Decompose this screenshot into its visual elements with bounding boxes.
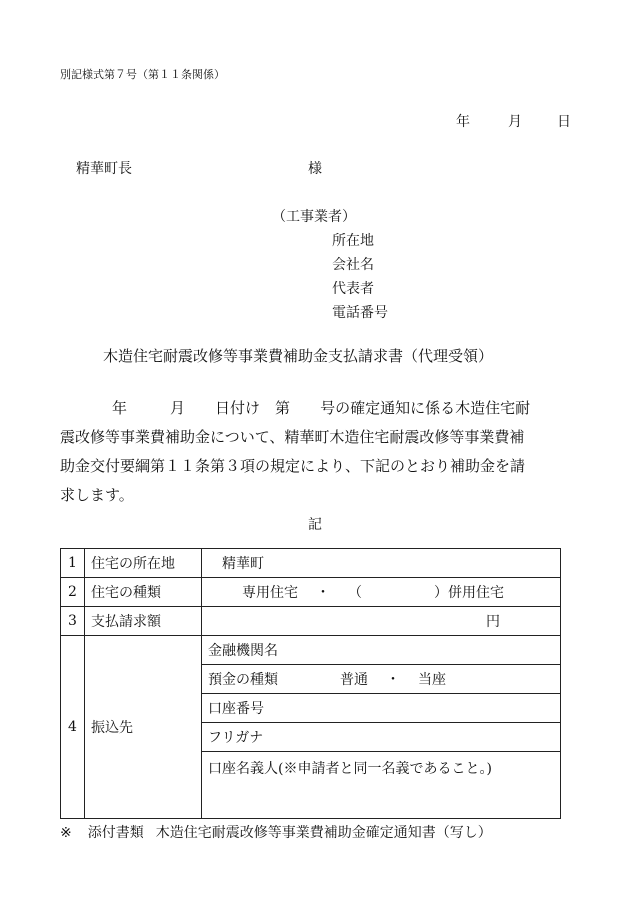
row-label-location: 住宅の所在地 xyxy=(85,549,202,578)
addressee-honorific: 様 xyxy=(308,161,322,177)
house-type-value[interactable] xyxy=(202,578,561,607)
row-label-amount: 支払請求額 xyxy=(85,607,202,636)
deposit-current[interactable]: 当座 xyxy=(418,672,446,688)
contractor-field-company: 会社名 xyxy=(332,257,374,273)
house-type-combined[interactable]: ）併用住宅 xyxy=(434,585,504,601)
furigana-field[interactable]: フリガナ xyxy=(202,723,561,752)
date-day: 日 xyxy=(557,114,571,130)
body-dai: 第 xyxy=(275,399,291,417)
table-row xyxy=(61,578,561,607)
document-title: 木造住宅耐震改修等事業費補助金支払請求書（代理受領） xyxy=(103,347,494,365)
addressee-name: 精華町長 xyxy=(76,161,132,177)
table-row xyxy=(61,607,561,636)
contractor-field-address: 所在地 xyxy=(332,233,374,249)
body-line1-rest: 号の確定通知に係る木造住宅耐 xyxy=(320,399,531,417)
body-line-3: 助金交付要綱第１１条第３項の規定により、下記のとおり補助金を請 xyxy=(60,457,526,475)
deposit-type-field[interactable] xyxy=(202,665,561,694)
account-number-field[interactable]: 口座番号 xyxy=(202,694,561,723)
contractor-field-representative: 代表者 xyxy=(332,281,374,297)
row-number: 2 xyxy=(61,578,85,607)
row-label-transfer: 振込先 xyxy=(85,636,202,819)
table-row xyxy=(61,636,561,665)
deposit-ordinary[interactable]: 普通 xyxy=(340,672,368,688)
row-label-house-type: 住宅の種類 xyxy=(85,578,202,607)
row-number: 3 xyxy=(61,607,85,636)
deposit-type-label: 預金の種類 xyxy=(208,672,278,688)
note-text: 木造住宅耐震改修等事業費補助金確定通知書（写し） xyxy=(155,825,492,841)
house-type-separator: ・ xyxy=(316,585,330,601)
location-value[interactable]: 精華町 xyxy=(202,549,561,578)
date-month: 月 xyxy=(508,114,522,130)
bank-name-field[interactable]: 金融機関名 xyxy=(202,636,561,665)
house-type-dedicated[interactable]: 専用住宅 xyxy=(242,585,298,601)
form-number: 別記様式第７号（第１１条関係） xyxy=(60,68,225,81)
row-number: 4 xyxy=(61,636,85,819)
ki-heading: 記 xyxy=(308,517,322,533)
body-month: 月 xyxy=(170,399,186,417)
body-year: 年 xyxy=(112,399,128,417)
body-dated: 日付け xyxy=(215,399,261,417)
date-year: 年 xyxy=(456,114,470,130)
contractor-field-phone: 電話番号 xyxy=(332,305,388,321)
deposit-separator: ・ xyxy=(386,672,400,688)
body-line-4: 求します。 xyxy=(60,486,134,504)
row-number: 1 xyxy=(61,549,85,578)
account-holder-field[interactable]: 口座名義人(※申請者と同一名義であること。) xyxy=(202,752,561,819)
note-mark: ※ xyxy=(60,825,72,841)
contractor-heading: （工事業者） xyxy=(272,209,356,225)
amount-value[interactable]: 円 xyxy=(202,607,561,636)
table-row xyxy=(61,549,561,578)
attachment-note xyxy=(60,822,492,842)
body-line-2: 震改修等事業費補助金について、精華町木造住宅耐震改修等事業費補 xyxy=(60,428,525,446)
body-line-1 xyxy=(60,394,580,423)
note-label: 添付書類 xyxy=(87,825,144,841)
request-body xyxy=(60,394,580,510)
house-type-open-paren: （ xyxy=(348,585,362,601)
request-table xyxy=(60,548,561,819)
